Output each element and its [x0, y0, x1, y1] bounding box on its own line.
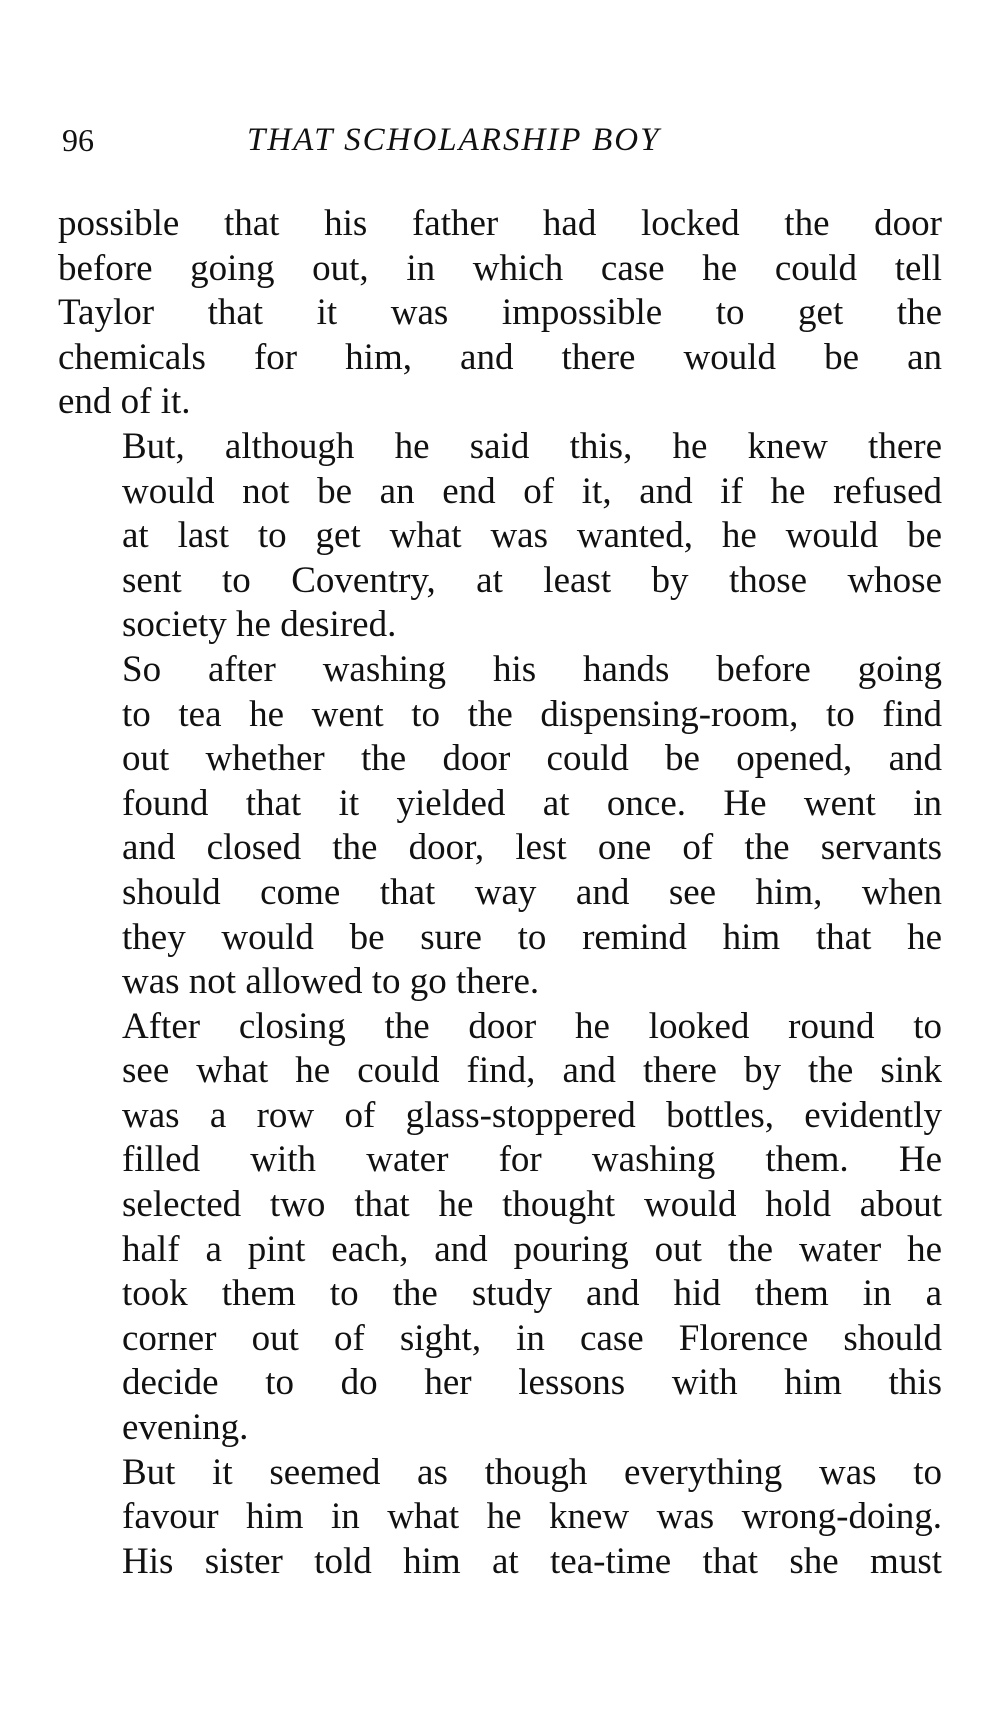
text-line: was not allowed to go there.	[122, 961, 540, 1003]
text-line: evening.	[122, 1407, 249, 1449]
text-line: half a pint each, and pouring out the water he	[122, 1228, 942, 1270]
paragraph	[58, 1451, 942, 1585]
text-line: should come that way and see him, when	[122, 871, 942, 913]
text-line: chemicals for him, and there would be an	[58, 336, 942, 378]
text-line: After closing the door he looked round to	[122, 1005, 942, 1047]
text-line: sent to Coventry, at least by those whose	[122, 559, 942, 601]
text-line: favour him in what he knew was wrong-doing.	[122, 1496, 942, 1538]
text-line: decide to do her lessons with him this	[122, 1362, 942, 1404]
text-line: would not be an end of it, and if he refused	[122, 470, 942, 512]
text-line: out whether the door could be opened, and	[122, 738, 942, 780]
text-line: filled with water for washing them. He	[122, 1139, 942, 1181]
text-line: So after washing his hands before going	[122, 648, 942, 690]
text-line: was a row of glass-stoppered bottles, evidently	[122, 1094, 942, 1136]
text-line: found that it yielded at once. He went in	[122, 782, 942, 824]
running-title: THAT SCHOLARSHIP BOY	[247, 122, 661, 158]
text-line: But it seemed as though everything was to	[122, 1451, 942, 1493]
text-line: and closed the door, lest one of the servants	[122, 827, 942, 869]
running-head	[62, 118, 942, 162]
text-line: His sister told him at tea-time that she must	[122, 1540, 942, 1582]
text-line: possible that his father had locked the door	[58, 203, 942, 244]
paragraph	[58, 1005, 942, 1451]
paragraph	[58, 202, 942, 425]
text-line: to tea he went to the dispensing-room, to find	[122, 693, 942, 735]
text-line: society he desired.	[122, 604, 397, 646]
text-line: they would be sure to remind him that he	[122, 916, 942, 958]
text-line: took them to the study and hid them in a	[122, 1273, 942, 1315]
text-line: before going out, in which case he could tell	[58, 247, 942, 289]
text-line: corner out of sight, in case Florence should	[122, 1317, 942, 1359]
paragraph	[58, 425, 942, 648]
paragraph	[58, 648, 942, 1005]
text-line: Taylor that it was impossible to get the	[58, 292, 942, 334]
text-line: end of it.	[58, 381, 191, 423]
text-line: But, although he said this, he knew there	[122, 425, 942, 467]
page-number: 96	[62, 122, 94, 158]
text-line: at last to get what was wanted, he would be	[122, 515, 942, 557]
text-line: see what he could find, and there by the sink	[122, 1050, 942, 1092]
body-text	[58, 202, 942, 1584]
text-line: selected two that he thought would hold about	[122, 1184, 942, 1226]
